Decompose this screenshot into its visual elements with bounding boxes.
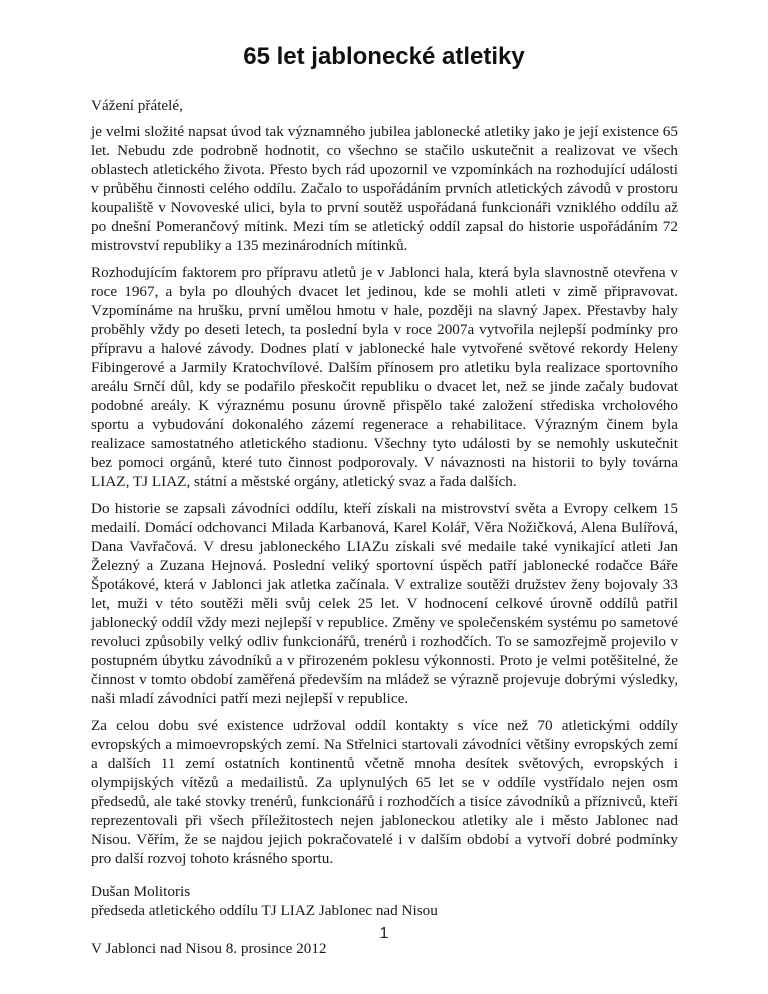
paragraph-contacts: Za celou dobu své existence udržoval oddíl kontakty s více než 70 atletickými oddíly evropských a mimoevropských zemí. Na Střelnici startovali závodníci většiny evropských zemí a dalších 11 zemí ostatních kontinentů včetně mnoha desítek světových, evropských i olympijských vítězů a medailistů. Za uplynulých 65 let se v oddíle vystřídalo nejen osm předsedů, ale také stovky trenérů, funkcionářů i rozhodčích a tisíce závodníků a příznivců, kteří reprezentovali při všech příležitostech nejen jabloneckou atletiky ale i město Jablonec nad Nisou. Věřím, že se najdou jejich pokračovatelé i v dalším období a vytvoří dobré podmínky pro další rozvoj tohoto krásného sportu. [91, 717, 678, 867]
page-number: 1 [379, 925, 389, 942]
signature-role: předseda atletického oddílu TJ LIAZ Jablonec nad Nisou [91, 902, 438, 919]
paragraph-athletes: Do historie se zapsali závodníci oddílu, kteří získali na mistrovství světa a Evropy celkem 15 medailí. Domácí odchovanci Milada Karbanová, Karel Kolář, Věra Nožičková, Alena Bulířová, Dana Vavřačová. V dresu jabloneckého LIAZu získali své medaile také vynikající atleti Jan Železný a Zuzana Hejnová. Poslední veliký sportovní úspěch patří jablonecké rodačce Báře Špotákové, která v Jablonci jak atletka začínala. V extralize soutěži družstev ženy bojovaly 33 let, muži v této soutěži měli svůj celek 25 let. V hodnocení celkové úrovně oddílů patřil jablonecký oddíl vždy mezi nejlepší v republice. Změny ve společenském systému po sametové revoluci způsobily velký odliv funkcionářů, trenérů i rozhodčích. To se samozřejmě projevilo v postupném úbytku závodníků a v přirozeném poklesu výkonnosti. Proto je velmi potěšitelné, že činnost v tomto období zaměřená především na mládež se výrazně projevuje dobrými výsledky, naši mladí závodníci patří mezi nejlepší v republice. [91, 500, 678, 707]
signature-block [91, 882, 678, 920]
signature-name: Dušan Molitoris [91, 883, 191, 900]
document-title: 65 let jablonecké atletiky [243, 43, 525, 70]
greeting: Vážení přátelé, [91, 97, 183, 114]
place-date: V Jablonci nad Nisou 8. prosince 2012 [91, 940, 327, 957]
document-body [91, 96, 678, 958]
paragraph-hall: Rozhodujícím faktorem pro přípravu atletů je v Jablonci hala, která byla slavnostně otevřena v roce 1967, a byla po dlouhých dvacet let jedinou, kde se mohli atleti v zimě připravovat. Vzpomínáme na hrušku, první umělou hmotu v hale, později na slavný Japex. Přestavby haly proběhly vždy po deseti letech, ta poslední byla v roce 2007a vytvořila nejlepší podmínky pro přípravu a halové závody. Dodnes platí v jablonecké hale vytvořené světové rekordy Heleny Fibingerové a Jarmily Kratochvílové. Dalším přínosem pro atletiku byla realizace sportovního areálu Srnčí důl, kdy se podařilo přeskočit republiku o dvacet let, než se jinde začaly budovat podobné areály. K výraznému posunu úrovně přispělo také založení střediska vrcholového sportu a vybudování dokonalého zázemí regenerace a rehabilitace. Výrazným činem byla realizace samostatného atletického stadionu. Všechny tyto události by se nemohly uskutečnit bez pomoci orgánů, které tuto činnost podporovaly. V návaznosti na historii to byly továrna LIAZ, TJ LIAZ, státní a městské orgány, atletický svaz a řada dalších. [91, 264, 678, 490]
paragraph-intro: je velmi složité napsat úvod tak významného jubilea jablonecké atletiky jako je její existence 65 let. Nebudu zde podrobně hodnotit, co všechno se stačilo uskutečnit a realizovat ve všech oblastech atletického života. Přesto bych rád upozornil ve vzpomínkách na rozhodující události v průběhu činnosti celého oddílu. Začalo to uspořádáním prvních atletických závodů v prostoru koupaliště v Novoveské ulici, byla to první soutěž uspořádaná funkcionáři vzniklého oddílu až po dnešní Pomerančový mítink. Mezi tím se atletický oddíl zapsal do historie uspořádáním 72 mistrovství republiky a 135 mezinárodních mítinků. [91, 123, 678, 254]
